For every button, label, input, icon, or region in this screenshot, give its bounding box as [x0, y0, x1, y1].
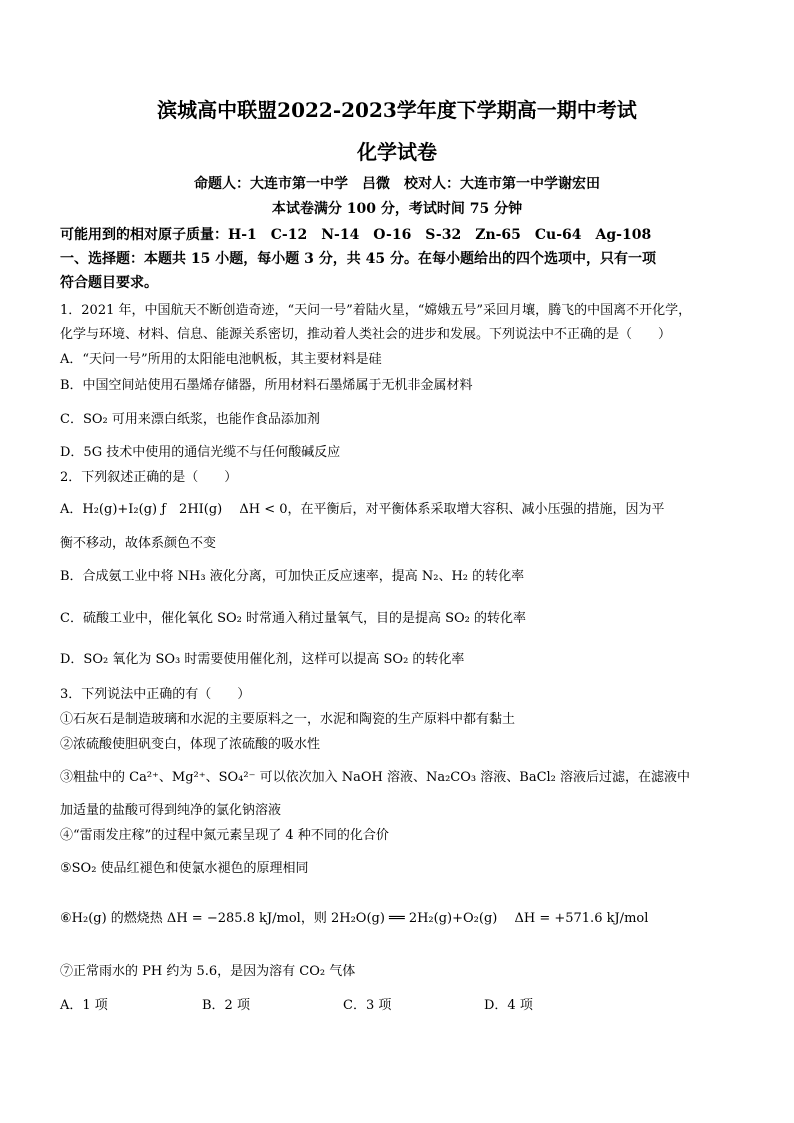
q1-option-c: C．SO₂ 可用来漂白纸浆，也能作食品添加剂 — [60, 412, 320, 427]
q3-item-1: ①石灰石是制造玻璃和水泥的主要原料之一，水泥和陶瓷的生产原料中都有黏土 — [60, 712, 516, 727]
q3-item-3: ③粗盐中的 Ca²⁺、Mg²⁺、SO₄²⁻ 可以依次加入 NaOH 溶液、Na₂CO₃ 溶液、BaCl₂ 溶液后过滤，在滤液中 — [60, 770, 691, 785]
q3-option-a: A．1 项 — [60, 998, 108, 1013]
q3-option-d: D．4 项 — [484, 998, 533, 1013]
q2-option-b: B．合成氨工业中将 NH₃ 液化分离，可加快正反应速率，提高 N₂、H₂ 的转化率 — [60, 569, 525, 584]
q2-stem: 2．下列叙述正确的是（ ） — [60, 470, 238, 485]
q3-item-3-cont: 加适量的盐酸可得到纯净的氯化钠溶液 — [60, 803, 282, 818]
authors-line: 命题人：大连市第一中学 吕微 校对人：大连市第一中学谢宏田 — [194, 176, 600, 192]
q3-option-b: B．2 项 — [202, 998, 250, 1013]
q3-item-6: ⑥H₂(g) 的燃烧热 ΔH = −285.8 kJ/mol，则 2H₂O(g) ══ 2H₂(g)+O₂(g) ΔH = +571.6 kJ/mol — [60, 911, 649, 926]
q1-option-a: A．“天问一号”所用的太阳能电池帆板，其主要材料是硅 — [60, 352, 382, 367]
exam-subtitle: 化学试卷 — [357, 140, 437, 164]
q3-stem: 3．下列说法中正确的有（ ） — [60, 687, 251, 702]
q1-option-b: B．中国空间站使用石墨烯存储器，所用材料石墨烯属于无机非金属材料 — [60, 378, 473, 393]
q3-item-7: ⑦正常雨水的 PH 约为 5.6，是因为溶有 CO₂ 气体 — [60, 964, 356, 979]
q1-stem-line1: 1．2021 年，中国航天不断创造奇迹，“天问一号”着陆火星，“嫦娥五号”采回月壤，腾飞的中国离不开化学， — [60, 303, 692, 318]
exam-info: 本试卷满分 100 分，考试时间 75 分钟 — [271, 201, 523, 217]
section-heading-line1: 一、选择题：本题共 15 小题，每小题 3 分，共 45 分。在每小题给出的四个选项中，只有一项 — [60, 251, 656, 267]
q1-stem-line2: 化学与环境、材料、信息、能源关系密切，推动着人类社会的进步和发展。下列说法中不正确的是（ ） — [60, 327, 672, 342]
q2-option-a: A．H₂(g)+I₂(g) ƒ 2HI(g) ΔH < 0，在平衡后，对平衡体系采取增大容积、减小压强的措施，因为平 — [60, 502, 665, 517]
q3-item-2: ②浓硫酸使胆矾变白，体现了浓硫酸的吸水性 — [60, 737, 321, 752]
q1-option-d: D．5G 技术中使用的通信光缆不与任何酸碱反应 — [60, 445, 341, 460]
q2-option-a-cont: 衡不移动，故体系颜色不变 — [60, 536, 217, 551]
q2-option-d: D．SO₂ 氧化为 SO₃ 时需要使用催化剂，这样可以提高 SO₂ 的转化率 — [60, 652, 465, 667]
section-heading-line2: 符合题目要求。 — [60, 275, 158, 291]
exam-title: 滨城高中联盟2022-2023学年度下学期高一期中考试 — [157, 98, 637, 122]
atomic-masses: 可能用到的相对原子质量：H-1 C-12 N-14 O-16 S-32 Zn-65 Cu-64 Ag-108 — [60, 227, 652, 243]
q2-option-c: C．硫酸工业中，催化氧化 SO₂ 时常通入稍过量氧气，目的是提高 SO₂ 的转化率 — [60, 611, 527, 626]
q3-item-4: ④“雷雨发庄稼”的过程中氮元素呈现了 4 种不同的化合价 — [60, 828, 389, 843]
q3-item-5: ⑤SO₂ 使品红褪色和使氯水褪色的原理相同 — [60, 861, 309, 876]
q3-option-c: C．3 项 — [343, 998, 392, 1013]
